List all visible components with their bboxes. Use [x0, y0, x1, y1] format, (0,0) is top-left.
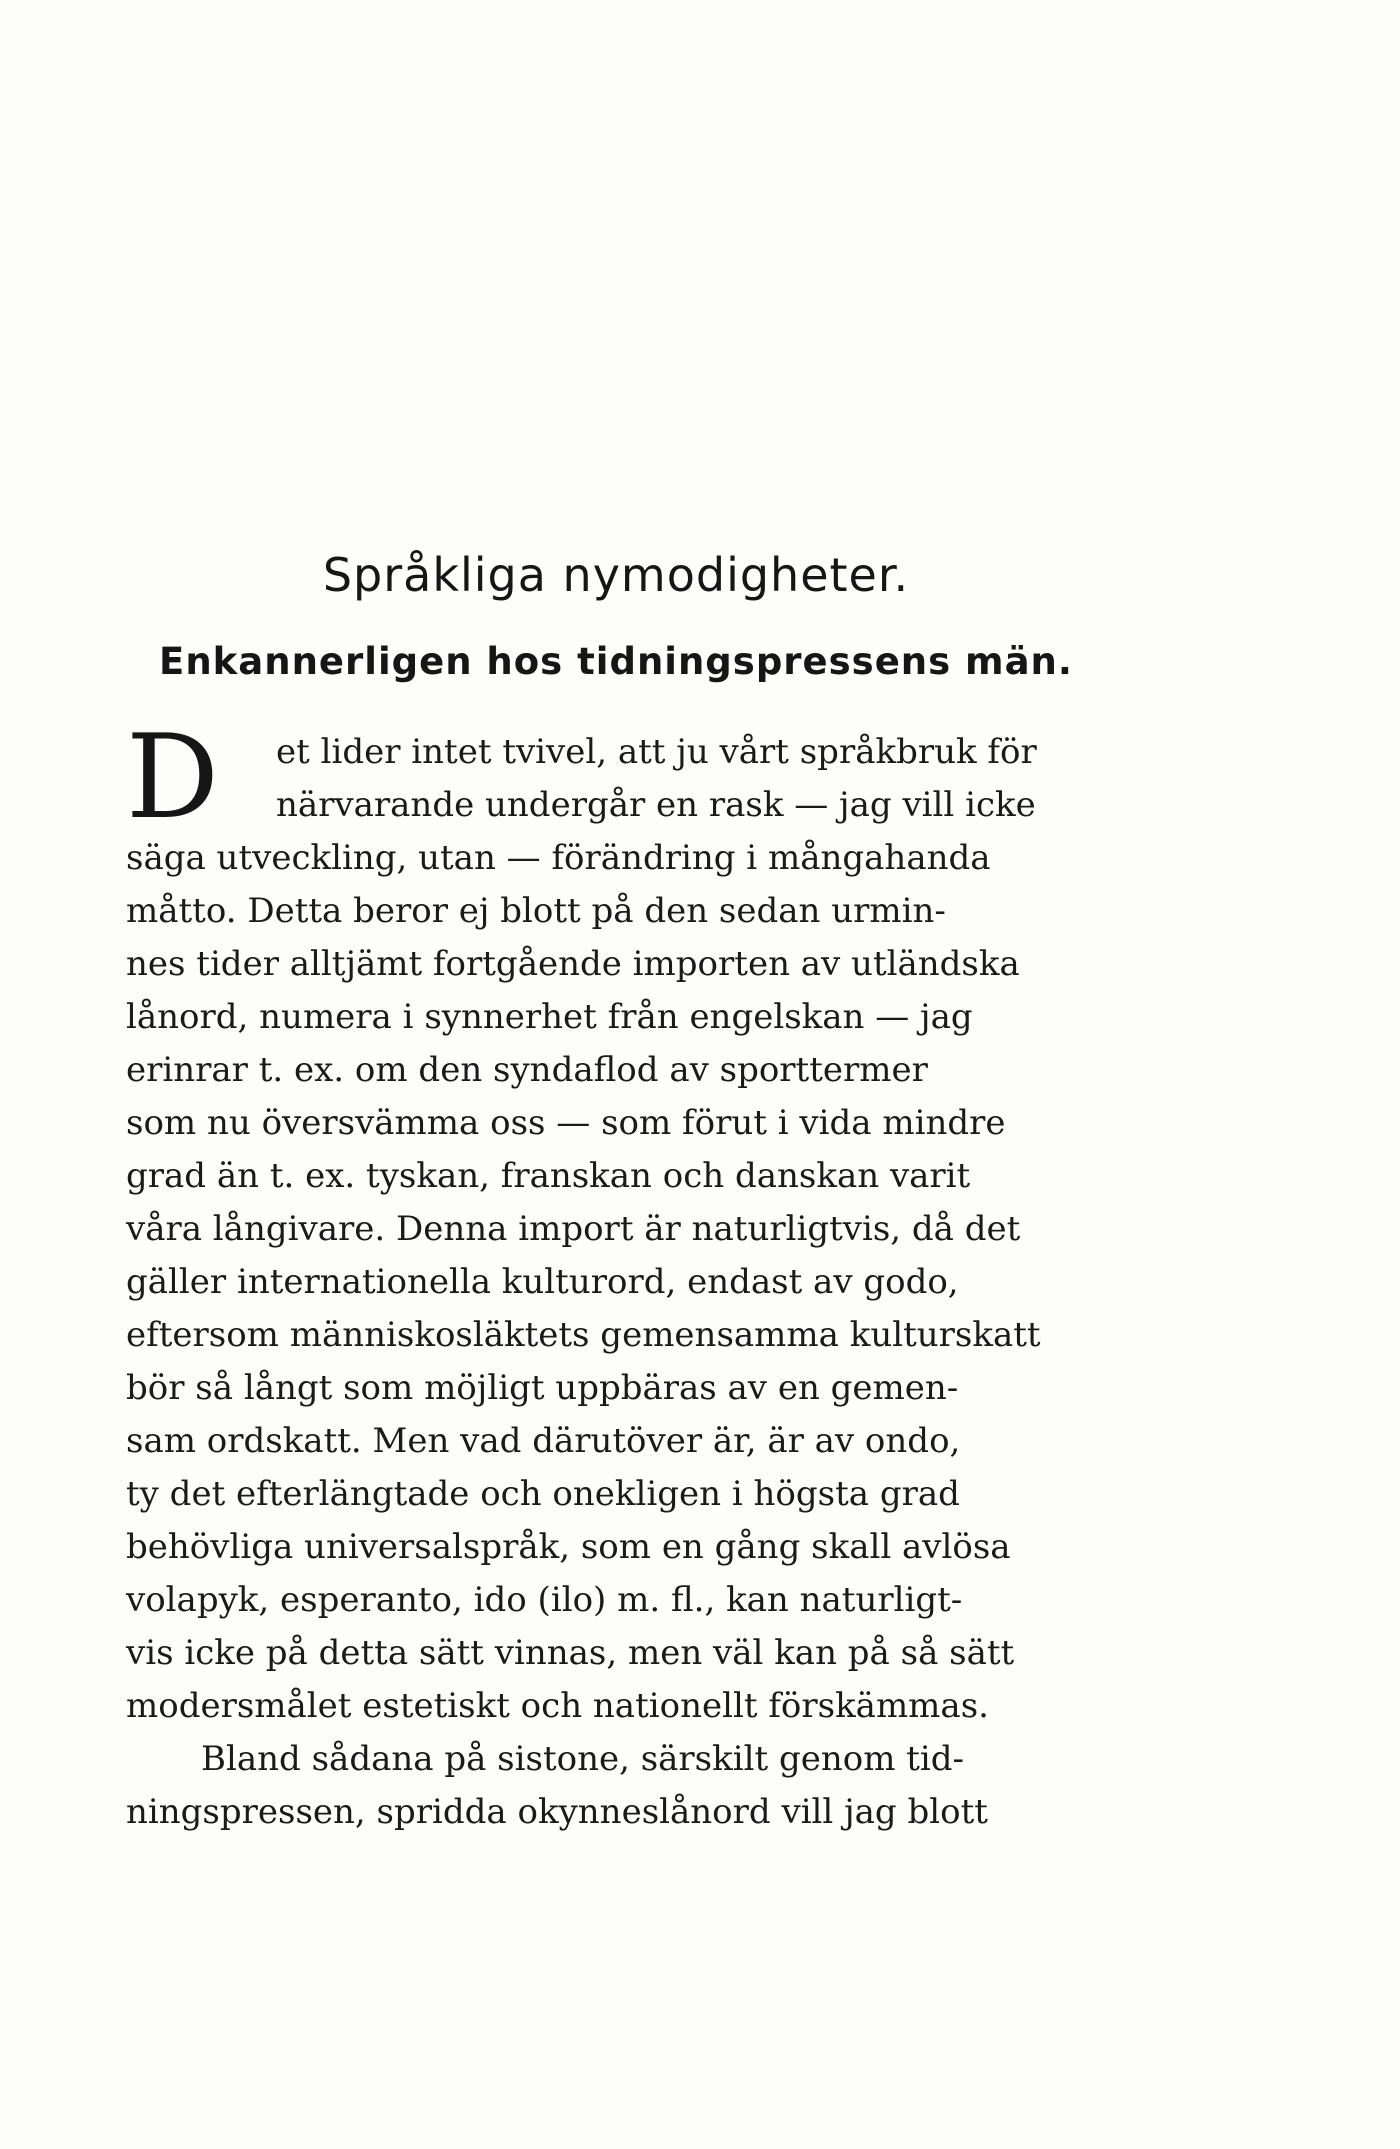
text-line: ty det efterlängtade och onekligen i högsta grad: [126, 1474, 960, 1514]
text-line: närvarande undergår en rask — jag vill icke: [276, 785, 1036, 825]
text-line: våra långivare. Denna import är naturligtvis, då det: [126, 1209, 1021, 1249]
text-line: sam ordskatt. Men vad därutöver är, är av ondo,: [126, 1421, 961, 1461]
page-subtitle: Enkannerligen hos tidningspressens män.: [159, 640, 1073, 683]
text-line: volapyk, esperanto, ido (ilo) m. fl., kan naturligt-: [126, 1580, 963, 1620]
text-line: ningspressen, spridda okynneslånord vill jag blott: [126, 1792, 988, 1832]
text-line: grad än t. ex. tyskan, franskan och danskan varit: [126, 1156, 971, 1196]
text-line: eftersom människosläktets gemensamma kulturskatt: [126, 1315, 1041, 1355]
text-line: modersmålet estetiskt och nationellt förskämmas.: [126, 1686, 989, 1726]
text-line: erinrar t. ex. om den syndaflod av sporttermer: [126, 1050, 928, 1090]
text-line: et lider intet tvivel, att ju vårt språkbruk för: [276, 732, 1037, 772]
text-line: Bland sådana på sistone, särskilt genom tid-: [201, 1739, 965, 1779]
text-line: behövliga universalspråk, som en gång skall avlösa: [126, 1527, 1011, 1567]
text-line: måtto. Detta beror ej blott på den sedan urmin-: [126, 891, 946, 931]
drop-cap: D: [126, 710, 220, 845]
text-line: gäller internationella kulturord, endast av godo,: [126, 1262, 959, 1302]
text-line: som nu översvämma oss — som förut i vida mindre: [126, 1103, 1006, 1143]
text-line: bör så långt som möjligt uppbäras av en gemen-: [126, 1368, 959, 1408]
text-line: nes tider alltjämt fortgående importen av utländska: [126, 944, 1020, 984]
text-line: lånord, numera i synnerhet från engelskan — jag: [126, 997, 973, 1037]
text-line: vis icke på detta sätt vinnas, men väl kan på så sätt: [126, 1633, 1015, 1673]
text-line: säga utveckling, utan — förändring i mångahanda: [126, 838, 991, 878]
page-title: Språkliga nymodigheter.: [322, 548, 910, 602]
